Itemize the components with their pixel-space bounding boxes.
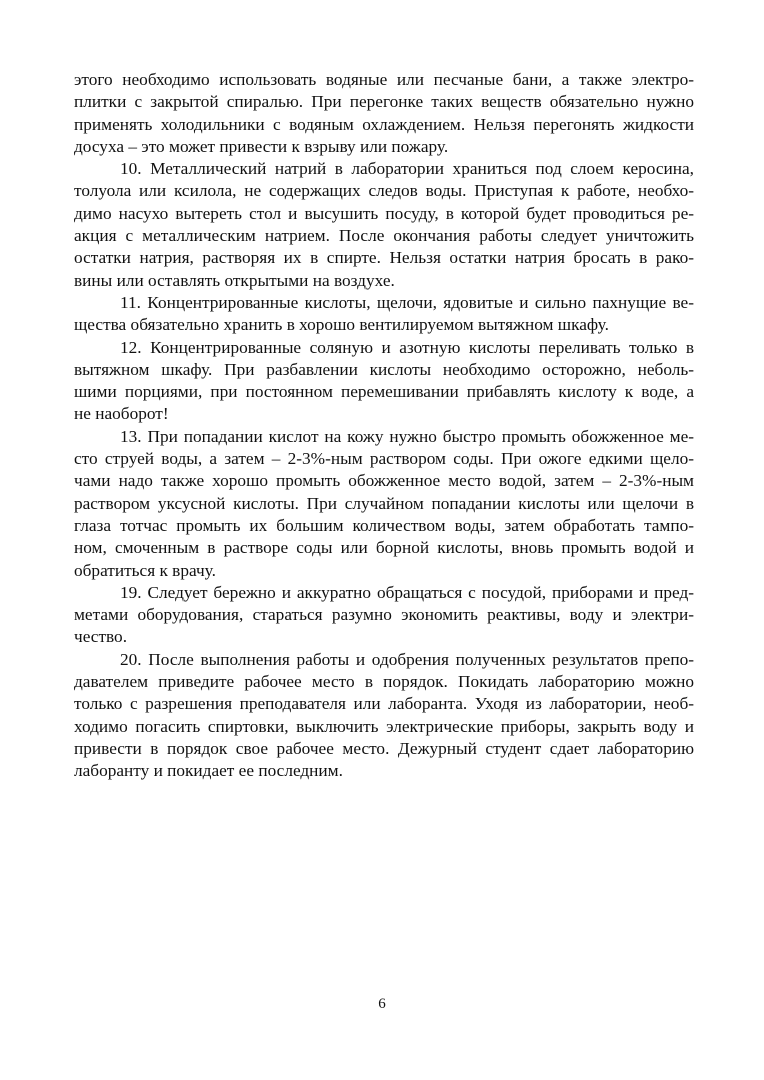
text-line: только с разрешения преподавателя или лаборанта. Уходя из лаборатории, необ-	[74, 694, 694, 714]
text-line: раствором уксусной кислоты. При случайном попадании кислоты или щелочи в	[74, 493, 694, 513]
text-line: ходимо погасить спиртовки, выключить электрические приборы, закрыть воду и	[74, 716, 694, 736]
text-line: не наоборот!	[74, 404, 169, 424]
text-line: акция с металлическим натрием. После окончания работы следует уничтожить	[74, 226, 694, 246]
text-line: 20. После выполнения работы и одобрения полученных результатов препо-	[120, 649, 694, 669]
text-line: лаборанту и покидает ее последним.	[74, 761, 343, 781]
paragraph-item-19	[74, 582, 694, 649]
text-line: 11. Концентрированные кислоты, щелочи, ядовитые и сильно пахнущие ве-	[120, 292, 694, 312]
paragraph-item-10	[74, 158, 694, 292]
text-line: 19. Следует бережно и аккуратно обращаться с посудой, приборами и пред-	[120, 582, 694, 602]
text-line: чами надо также хорошо промыть обожженное место водой, затем – 2-3%-ным	[74, 471, 694, 491]
text-line: давателем приведите рабочее место в порядок. Покидать лабораторию можно	[74, 672, 694, 692]
text-line: вытяжном шкафу. При разбавлении кислоты необходимо осторожно, неболь-	[74, 359, 694, 379]
text-line: толуола или ксилола, не содержащих следов воды. Приступая к работе, необхо-	[74, 181, 694, 201]
text-line: досуха – это может привести к взрыву или пожару.	[74, 136, 449, 156]
text-line: сто струей воды, а затем – 2-3%-ным раствором соды. При ожоге едкими щело-	[74, 449, 694, 469]
text-line: глаза тотчас промыть их большим количеством воды, затем обработать тампо-	[74, 515, 694, 535]
text-line: обратиться к врачу.	[74, 560, 216, 580]
text-line: привести в порядок свое рабочее место. Дежурный студент сдает лабораторию	[74, 738, 694, 758]
text-line: 13. При попадании кислот на кожу нужно быстро промыть обожженное ме-	[120, 426, 694, 446]
paragraph-item-12	[74, 337, 694, 426]
text-line: остатки натрия, растворяя их в спирте. Нельзя остатки натрия бросать в рако-	[74, 248, 694, 268]
text-line: метами оборудования, стараться разумно экономить реактивы, воду и электри-	[74, 605, 694, 625]
paragraph-item-20	[74, 649, 694, 783]
text-line: ном, смоченным в растворе соды или борной кислоты, вновь промыть водой и	[74, 538, 694, 558]
text-line: димо насухо вытереть стол и высушить посуду, в которой будет проводиться ре-	[74, 203, 694, 223]
text-line: чество.	[74, 627, 128, 647]
paragraph-item-11	[74, 292, 694, 337]
text-line: применять холодильники с водяным охлаждением. Нельзя перегонять жидкости	[74, 114, 694, 134]
page-number: 6	[378, 996, 386, 1012]
paragraph-continuation	[74, 69, 694, 158]
paragraph-item-13	[74, 426, 694, 582]
text-line: вины или оставлять открытыми на воздухе.	[74, 270, 395, 290]
text-line: шими порциями, при постоянном перемешивании прибавлять кислоту к воде, а	[74, 382, 694, 402]
text-line: 10. Металлический натрий в лаборатории храниться под слоем керосина,	[120, 159, 694, 179]
text-line: этого необходимо использовать водяные или песчаные бани, а также электро-	[74, 70, 694, 89]
text-line: щества обязательно хранить в хорошо вентилируемом вытяжном шкафу.	[74, 315, 609, 335]
text-line: плитки с закрытой спиралью. При перегонке таких веществ обязательно нужно	[74, 92, 694, 112]
text-line: 12. Концентрированные соляную и азотную кислоты переливать только в	[120, 337, 694, 357]
body-text	[74, 69, 694, 783]
